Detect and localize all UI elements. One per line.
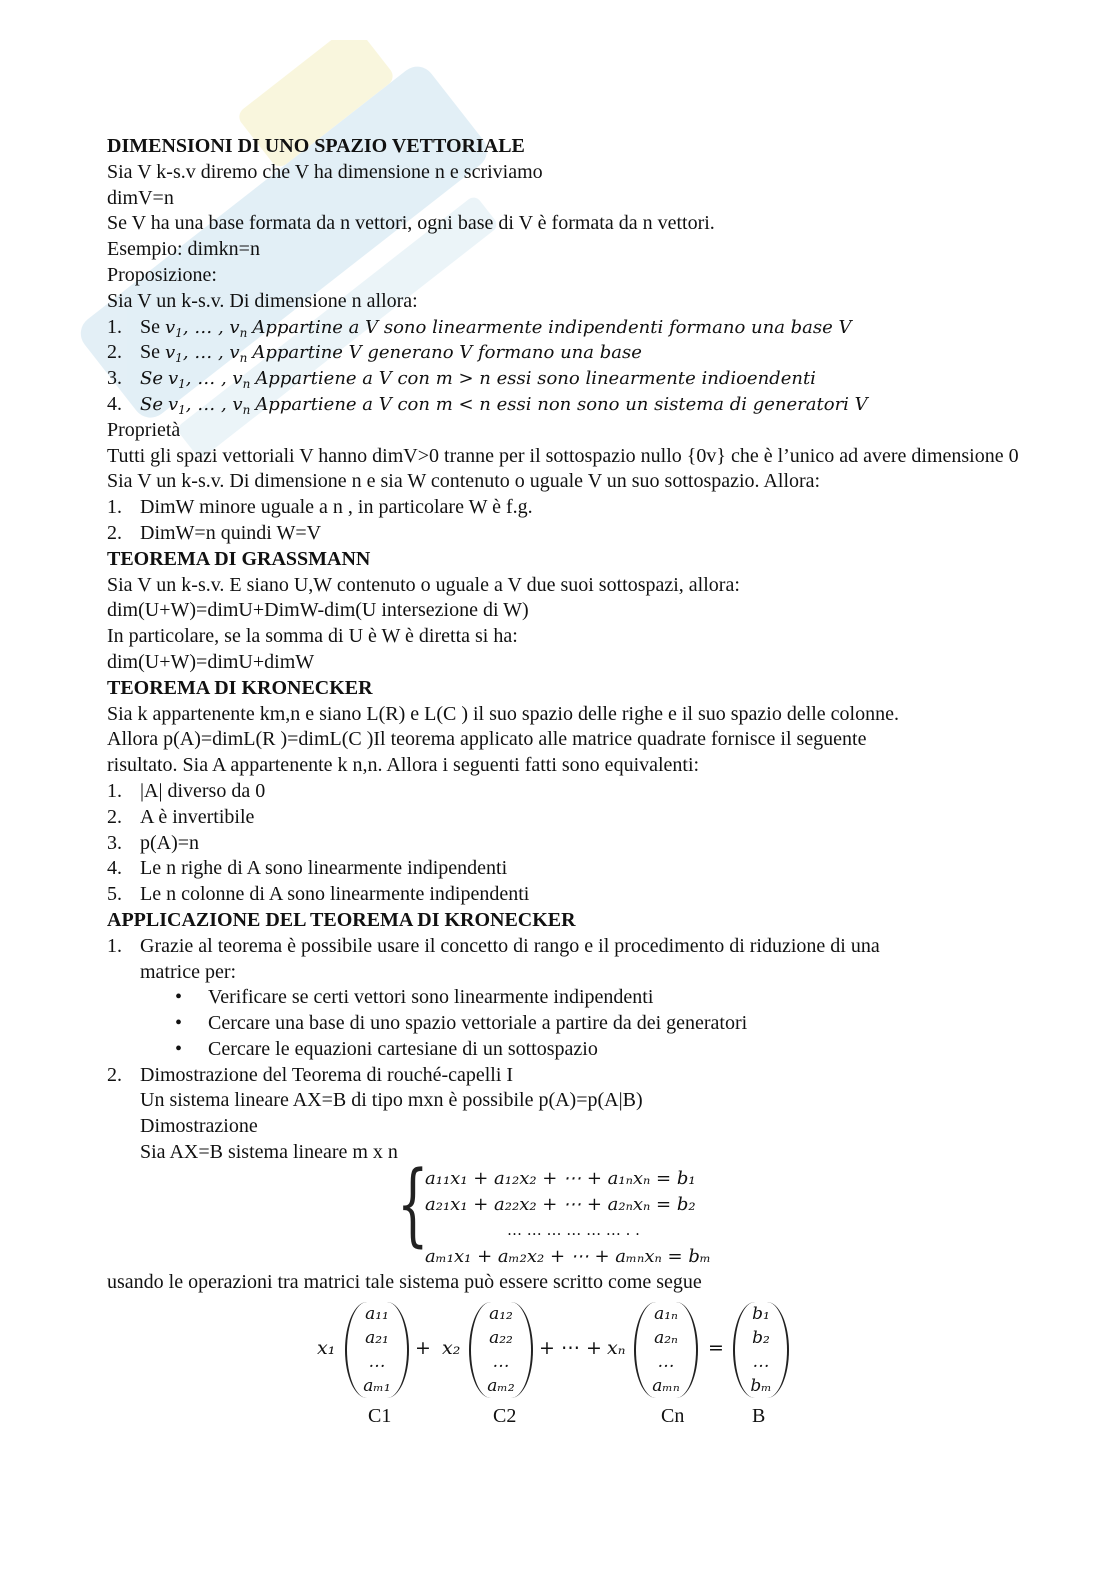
list-continuation: Un sistema lineare AX=B di tipo mxn è possibile p(A)=p(A|B) bbox=[140, 1089, 643, 1112]
paragraph: Se V ha una base formata da n vettori, ogni base di V è formata da n vettori. bbox=[107, 212, 715, 235]
list-item bbox=[107, 366, 1027, 392]
list-continuation: Sia AX=B sistema lineare m x n bbox=[140, 1141, 398, 1164]
label-c2: C2 bbox=[493, 1404, 517, 1427]
system-equation: a₂₁x₁ + a₂₂x₂ + ⋯ + a₂ₙxₙ = b₂ bbox=[425, 1193, 696, 1215]
paragraph: In particolare, se la somma di U è W è diretta si ha: bbox=[107, 625, 518, 648]
list-math-text: Appartiene a V con m < n essi non sono un sistema di generatori V bbox=[255, 393, 868, 415]
list-item bbox=[107, 831, 1027, 857]
paragraph: Sia V un k-s.v. E siano U,W contenuto o uguale a V due suoi sottospazi, allora: bbox=[107, 573, 740, 596]
list-continuation: matrice per: bbox=[140, 960, 237, 983]
list-item bbox=[107, 315, 1027, 341]
list-math-text: Appartine V generano V formano una base bbox=[252, 342, 642, 364]
list-number: 2. bbox=[107, 1063, 122, 1086]
list-number: 1. bbox=[107, 779, 122, 802]
bullet-text: Cercare una base di uno spazio vettoriale a partire da dei generatori bbox=[208, 1012, 748, 1035]
paragraph: Allora p(A)=dimL(R )=dimL(C )Il teorema applicato alle matrice quadrate fornisce il seguente bbox=[107, 728, 867, 751]
plus-sign: + bbox=[415, 1336, 431, 1359]
list-text: Le n colonne di A sono linearmente indipendenti bbox=[140, 883, 530, 906]
paragraph: Proprietà bbox=[107, 418, 181, 441]
bullet-icon: • bbox=[175, 986, 183, 1009]
coef-xn: xₙ bbox=[607, 1336, 626, 1359]
list-text: |A| diverso da 0 bbox=[140, 779, 266, 802]
list-item bbox=[107, 392, 1027, 418]
list-number: 1. bbox=[107, 934, 122, 957]
ellipsis-sum: + ⋯ + bbox=[539, 1336, 602, 1359]
list-continuation: Dimostrazione bbox=[140, 1115, 258, 1138]
section-title-kronecker: TEOREMA DI KRONECKER bbox=[107, 676, 373, 699]
section-title-applicazione: APPLICAZIONE DEL TEOREMA DI KRONECKER bbox=[107, 908, 576, 931]
bullet-item bbox=[107, 1037, 1027, 1063]
list-item bbox=[107, 495, 1027, 521]
linear-system bbox=[397, 1151, 1027, 1270]
list-number: 2. bbox=[107, 521, 122, 544]
list-math-text: Appartiene a V con m > n essi sono linearmente indioendenti bbox=[255, 368, 816, 390]
list-number: 1. bbox=[107, 496, 122, 519]
paragraph: Esempio: dimkn=n bbox=[107, 238, 260, 261]
list-number: 4. bbox=[107, 392, 122, 415]
vector-expression: $v_1$, … , $v_n$ bbox=[165, 342, 248, 366]
paragraph: Sia V k-s.v diremo che V ha dimensione n e scriviamo bbox=[107, 160, 543, 183]
coef-x2: x₂ bbox=[442, 1336, 461, 1359]
paragraph: Sia V un k-s.v. Di dimensione n e sia W contenuto o uguale V un suo sottospazio. Allora: bbox=[107, 470, 821, 493]
list-number: 1. bbox=[107, 315, 122, 338]
list-se: Se bbox=[140, 341, 160, 364]
list-text: A è invertibile bbox=[140, 805, 255, 828]
list-item bbox=[107, 856, 1027, 882]
list-item bbox=[107, 934, 1027, 960]
label-b: B bbox=[752, 1404, 766, 1427]
list-math-text: Appartine a V sono linearmente indipendenti formano una base V bbox=[252, 316, 852, 338]
list-item bbox=[107, 779, 1027, 805]
vector-expression: $v_1$, … , $v_n$ bbox=[167, 368, 251, 392]
bullet-text: Verificare se certi vettori sono linearmente indipendenti bbox=[208, 986, 654, 1009]
equals-sign: = bbox=[708, 1336, 724, 1359]
paragraph: Tutti gli spazi vettoriali V hanno dimV>0 tranne per il sottospazio nullo {0v} che è l’unico ad avere dimensione 0 bbox=[107, 444, 1019, 467]
bullet-item bbox=[107, 1011, 1027, 1037]
paragraph: risultato. Sia A appartenente k n,n. Allora i seguenti fatti sono equivalenti: bbox=[107, 754, 700, 777]
list-number: 2. bbox=[107, 805, 122, 828]
list-item bbox=[107, 340, 1027, 366]
label-c1: C1 bbox=[368, 1404, 392, 1427]
system-equation: a₁₁x₁ + a₁₂x₂ + ⋯ + a₁ₙxₙ = b₁ bbox=[425, 1167, 696, 1189]
list-text: DimW=n quindi W=V bbox=[140, 521, 322, 544]
section-title-dimensioni: DIMENSIONI DI UNO SPAZIO VETTORIALE bbox=[107, 135, 525, 157]
list-number: 3. bbox=[107, 367, 122, 390]
list-text: Le n righe di A sono linearmente indipendenti bbox=[140, 857, 508, 880]
bullet-item bbox=[107, 985, 1027, 1011]
matrix-equation bbox=[107, 1296, 1027, 1428]
list-number: 3. bbox=[107, 831, 122, 854]
system-equation: aₘ₁x₁ + aₘ₂x₂ + ⋯ + aₘₙxₙ = bₘ bbox=[425, 1245, 711, 1267]
list-text: p(A)=n bbox=[140, 831, 200, 854]
paragraph: Sia V un k-s.v. Di dimensione n allora: bbox=[107, 289, 418, 312]
list-se: Se bbox=[140, 315, 160, 338]
column-vector-cn: a₁ₙ a₂ₙ … aₘₙ bbox=[634, 1302, 698, 1398]
vector-expression: $v_1$, … , $v_n$ bbox=[165, 316, 248, 340]
paragraph: Sia k appartenente km,n e siano L(R) e L(C ) il suo spazio delle righe e il suo spazio delle colonne. bbox=[107, 702, 899, 725]
brace-icon: { bbox=[397, 1151, 429, 1257]
column-vector-c1: a₁₁ a₂₁ … aₘ₁ bbox=[345, 1302, 409, 1398]
system-ellipsis: … … … … … … . . bbox=[507, 1220, 640, 1239]
bullet-icon: • bbox=[175, 1037, 183, 1060]
paragraph: dim(U+W)=dimU+dimW bbox=[107, 650, 315, 673]
list-se: Se bbox=[140, 393, 163, 415]
bullet-text: Cercare le equazioni cartesiane di un sottospazio bbox=[208, 1037, 598, 1060]
section-title-grassmann: TEOREMA DI GRASSMANN bbox=[107, 547, 371, 570]
vector-expression: $v_1$, … , $v_n$ bbox=[167, 393, 251, 417]
list-text: Dimostrazione del Teorema di rouché-capelli I bbox=[140, 1063, 514, 1086]
label-cn: Cn bbox=[661, 1404, 685, 1427]
paragraph: dimV=n bbox=[107, 186, 174, 209]
list-text: Grazie al teorema è possibile usare il concetto di rango e il procedimento di riduzione di una bbox=[140, 934, 880, 957]
list-text: DimW minore uguale a n , in particolare W è f.g. bbox=[140, 496, 533, 519]
column-vector-b: b₁ b₂ … bₘ bbox=[733, 1302, 789, 1398]
list-item bbox=[107, 805, 1027, 831]
list-item bbox=[107, 882, 1027, 908]
column-vector-c2: a₁₂ a₂₂ … aₘ₂ bbox=[469, 1302, 533, 1398]
coef-x1: x₁ bbox=[317, 1336, 336, 1359]
list-item bbox=[107, 521, 1027, 547]
list-number: 4. bbox=[107, 857, 122, 880]
paragraph: Proposizione: bbox=[107, 263, 217, 286]
list-item bbox=[107, 1063, 1027, 1089]
list-number: 5. bbox=[107, 883, 122, 906]
document-body bbox=[107, 134, 1027, 1428]
paragraph: usando le operazioni tra matrici tale sistema può essere scritto come segue bbox=[107, 1270, 702, 1293]
list-number: 2. bbox=[107, 341, 122, 364]
paragraph: dim(U+W)=dimU+DimW-dim(U intersezione di W) bbox=[107, 599, 529, 622]
list-se: Se bbox=[140, 368, 163, 390]
bullet-icon: • bbox=[175, 1012, 183, 1035]
